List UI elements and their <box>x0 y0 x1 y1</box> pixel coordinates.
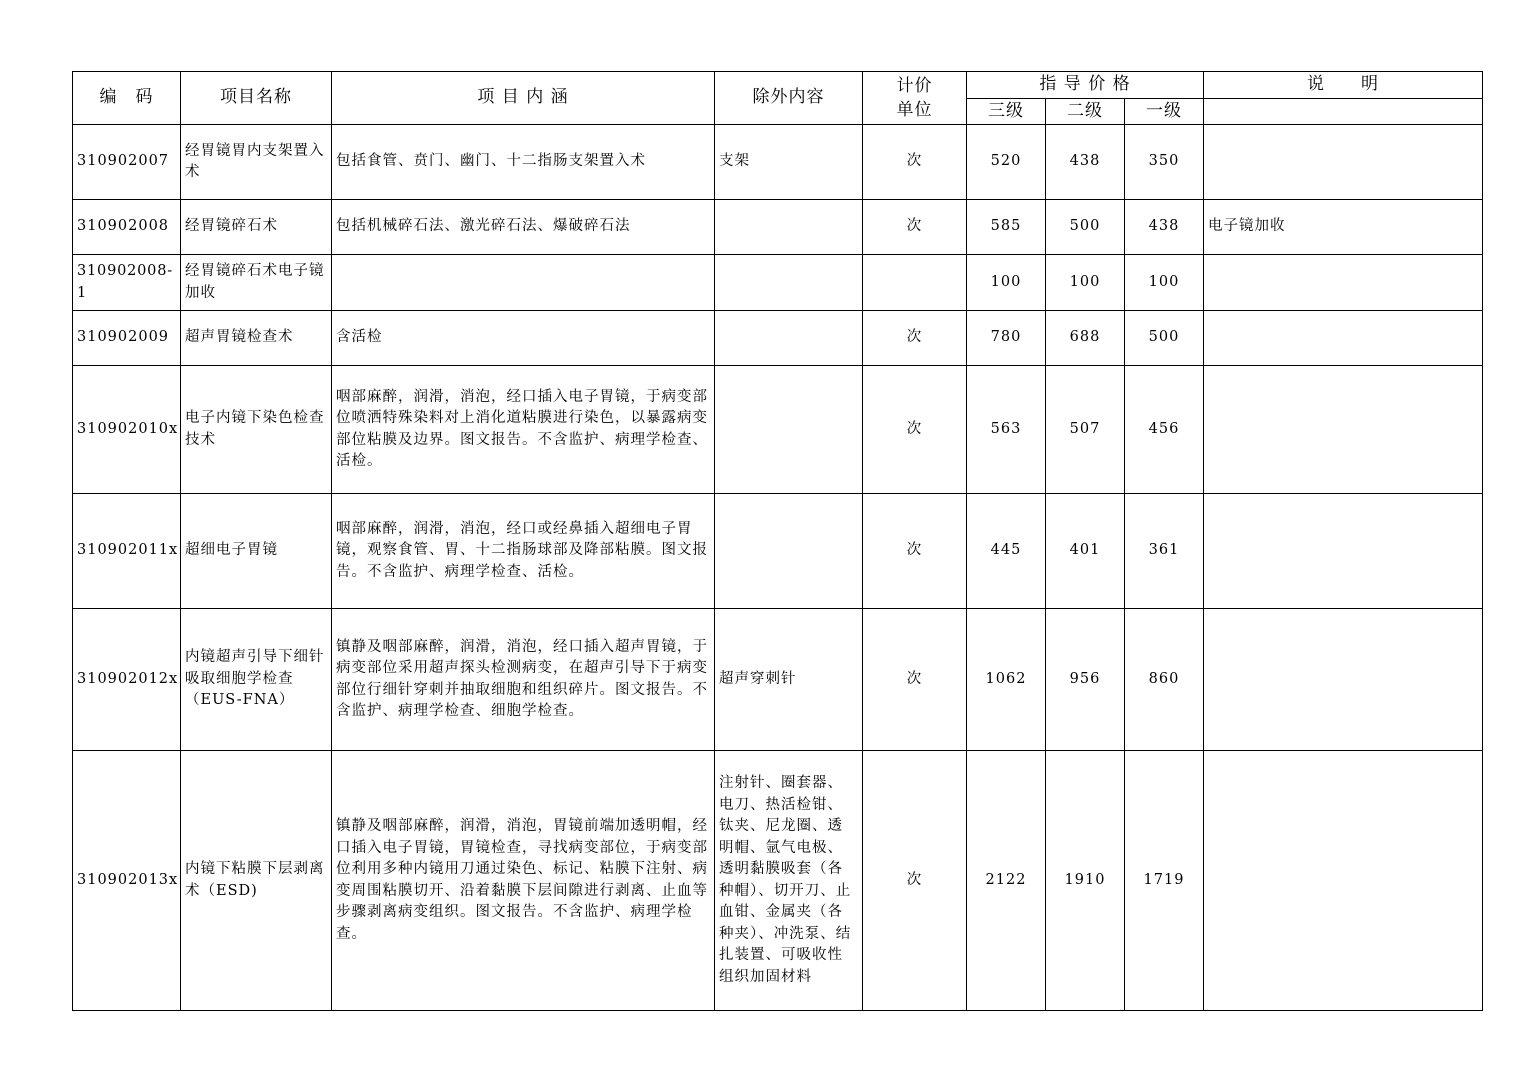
cell-unit: 次 <box>863 125 967 200</box>
cell-price-level2: 100 <box>1046 255 1125 311</box>
cell-code: 310902008-1 <box>73 255 181 311</box>
header-name: 项目名称 <box>181 72 332 125</box>
table-row <box>73 366 1483 494</box>
cell-unit: 次 <box>863 751 967 1011</box>
cell-name: 超细电子胃镜 <box>181 494 332 609</box>
table-row <box>73 311 1483 366</box>
cell-price-level3: 563 <box>967 366 1046 494</box>
header-unit: 计价单位 <box>863 72 967 125</box>
cell-excluded <box>715 311 863 366</box>
cell-price-level3: 780 <box>967 311 1046 366</box>
cell-price-level3: 1062 <box>967 609 1046 751</box>
cell-note <box>1204 125 1483 200</box>
cell-excluded: 超声穿刺针 <box>715 609 863 751</box>
cell-unit: 次 <box>863 200 967 255</box>
cell-code: 310902012x <box>73 609 181 751</box>
cell-name: 内镜下粘膜下层剥离术（ESD) <box>181 751 332 1011</box>
header-note: 说 明 <box>1204 72 1483 99</box>
cell-price-level1: 1719 <box>1125 751 1204 1011</box>
cell-price-level1: 500 <box>1125 311 1204 366</box>
cell-code: 310902008 <box>73 200 181 255</box>
table-header <box>73 72 1483 125</box>
price-table <box>72 71 1483 1011</box>
cell-price-level2: 507 <box>1046 366 1125 494</box>
cell-unit: 次 <box>863 366 967 494</box>
cell-code: 310902011x <box>73 494 181 609</box>
cell-price-level2: 438 <box>1046 125 1125 200</box>
table-row <box>73 751 1483 1011</box>
cell-content: 包括机械碎石法、激光碎石法、爆破碎石法 <box>332 200 715 255</box>
cell-name: 经胃镜胃内支架置入术 <box>181 125 332 200</box>
cell-unit: 次 <box>863 311 967 366</box>
cell-price-level3: 2122 <box>967 751 1046 1011</box>
cell-content: 镇静及咽部麻醉，润滑，消泡，胃镜前端加透明帽，经口插入电子胃镜，胃镜检查，寻找病变部位，于病变部位利用多种内镜用刀通过染色、标记、粘膜下注射、病变周围粘膜切开、沿着黏膜下层间隙进行剥离、止血等步骤剥离病变组织。图文报告。不含监护、病理学检查。 <box>332 751 715 1011</box>
cell-excluded <box>715 200 863 255</box>
cell-content: 镇静及咽部麻醉，润滑，消泡，经口插入超声胃镜，于病变部位采用超声探头检测病变，在超声引导下于病变部位行细针穿刺并抽取细胞和组织碎片。图文报告。不含监护、病理学检查、细胞学检查。 <box>332 609 715 751</box>
header-code: 编 码 <box>73 72 181 125</box>
cell-excluded: 注射针、圈套器、电刀、热活检钳、钛夹、尼龙圈、透明帽、氩气电极、透明黏膜吸套（各种帽）、切开刀、止血钳、金属夹（各种夹）、冲洗泵、结扎装置、可吸收性组织加固材料 <box>715 751 863 1011</box>
cell-price-level3: 585 <box>967 200 1046 255</box>
cell-content: 咽部麻醉，润滑，消泡，经口或经鼻插入超细电子胃镜，观察食管、胃、十二指肠球部及降部粘膜。图文报告。不含监护、病理学检查、活检。 <box>332 494 715 609</box>
cell-note <box>1204 366 1483 494</box>
header-price-group: 指 导 价 格 <box>967 72 1204 99</box>
cell-code: 310902010x <box>73 366 181 494</box>
cell-note: 电子镜加收 <box>1204 200 1483 255</box>
cell-price-level1: 456 <box>1125 366 1204 494</box>
cell-excluded <box>715 494 863 609</box>
cell-content: 咽部麻醉，润滑，消泡，经口插入电子胃镜，于病变部位喷洒特殊染料对上消化道粘膜进行染色，以暴露病变部位粘膜及边界。图文报告。不含监护、病理学检查、活检。 <box>332 366 715 494</box>
cell-note <box>1204 255 1483 311</box>
table-row <box>73 609 1483 751</box>
cell-content: 含活检 <box>332 311 715 366</box>
cell-content: 包括食管、贲门、幽门、十二指肠支架置入术 <box>332 125 715 200</box>
table-row <box>73 125 1483 200</box>
header-content: 项 目 内 涵 <box>332 72 715 125</box>
cell-price-level1: 100 <box>1125 255 1204 311</box>
cell-price-level1: 350 <box>1125 125 1204 200</box>
cell-price-level2: 500 <box>1046 200 1125 255</box>
cell-note <box>1204 494 1483 609</box>
cell-content <box>332 255 715 311</box>
cell-name: 超声胃镜检查术 <box>181 311 332 366</box>
header-level2: 二级 <box>1046 98 1125 125</box>
table-row <box>73 255 1483 311</box>
header-note-blank <box>1204 98 1483 125</box>
header-excluded: 除外内容 <box>715 72 863 125</box>
table-row <box>73 494 1483 609</box>
cell-price-level3: 100 <box>967 255 1046 311</box>
cell-excluded <box>715 255 863 311</box>
table-body <box>73 125 1483 1011</box>
cell-price-level3: 520 <box>967 125 1046 200</box>
cell-name: 内镜超声引导下细针吸取细胞学检查（EUS-FNA） <box>181 609 332 751</box>
cell-code: 310902009 <box>73 311 181 366</box>
cell-code: 310902007 <box>73 125 181 200</box>
cell-price-level2: 1910 <box>1046 751 1125 1011</box>
cell-unit <box>863 255 967 311</box>
cell-name: 经胃镜碎石术 <box>181 200 332 255</box>
cell-price-level2: 401 <box>1046 494 1125 609</box>
cell-excluded: 支架 <box>715 125 863 200</box>
cell-name: 经胃镜碎石术电子镜加收 <box>181 255 332 311</box>
cell-price-level1: 438 <box>1125 200 1204 255</box>
cell-price-level2: 688 <box>1046 311 1125 366</box>
cell-unit: 次 <box>863 494 967 609</box>
cell-code: 310902013x <box>73 751 181 1011</box>
header-level3: 三级 <box>967 98 1046 125</box>
cell-price-level1: 860 <box>1125 609 1204 751</box>
cell-note <box>1204 609 1483 751</box>
cell-name: 电子内镜下染色检查技术 <box>181 366 332 494</box>
cell-note <box>1204 311 1483 366</box>
cell-unit: 次 <box>863 609 967 751</box>
header-level1: 一级 <box>1125 98 1204 125</box>
cell-excluded <box>715 366 863 494</box>
table-row <box>73 200 1483 255</box>
cell-price-level3: 445 <box>967 494 1046 609</box>
cell-note <box>1204 751 1483 1011</box>
cell-price-level1: 361 <box>1125 494 1204 609</box>
cell-price-level2: 956 <box>1046 609 1125 751</box>
